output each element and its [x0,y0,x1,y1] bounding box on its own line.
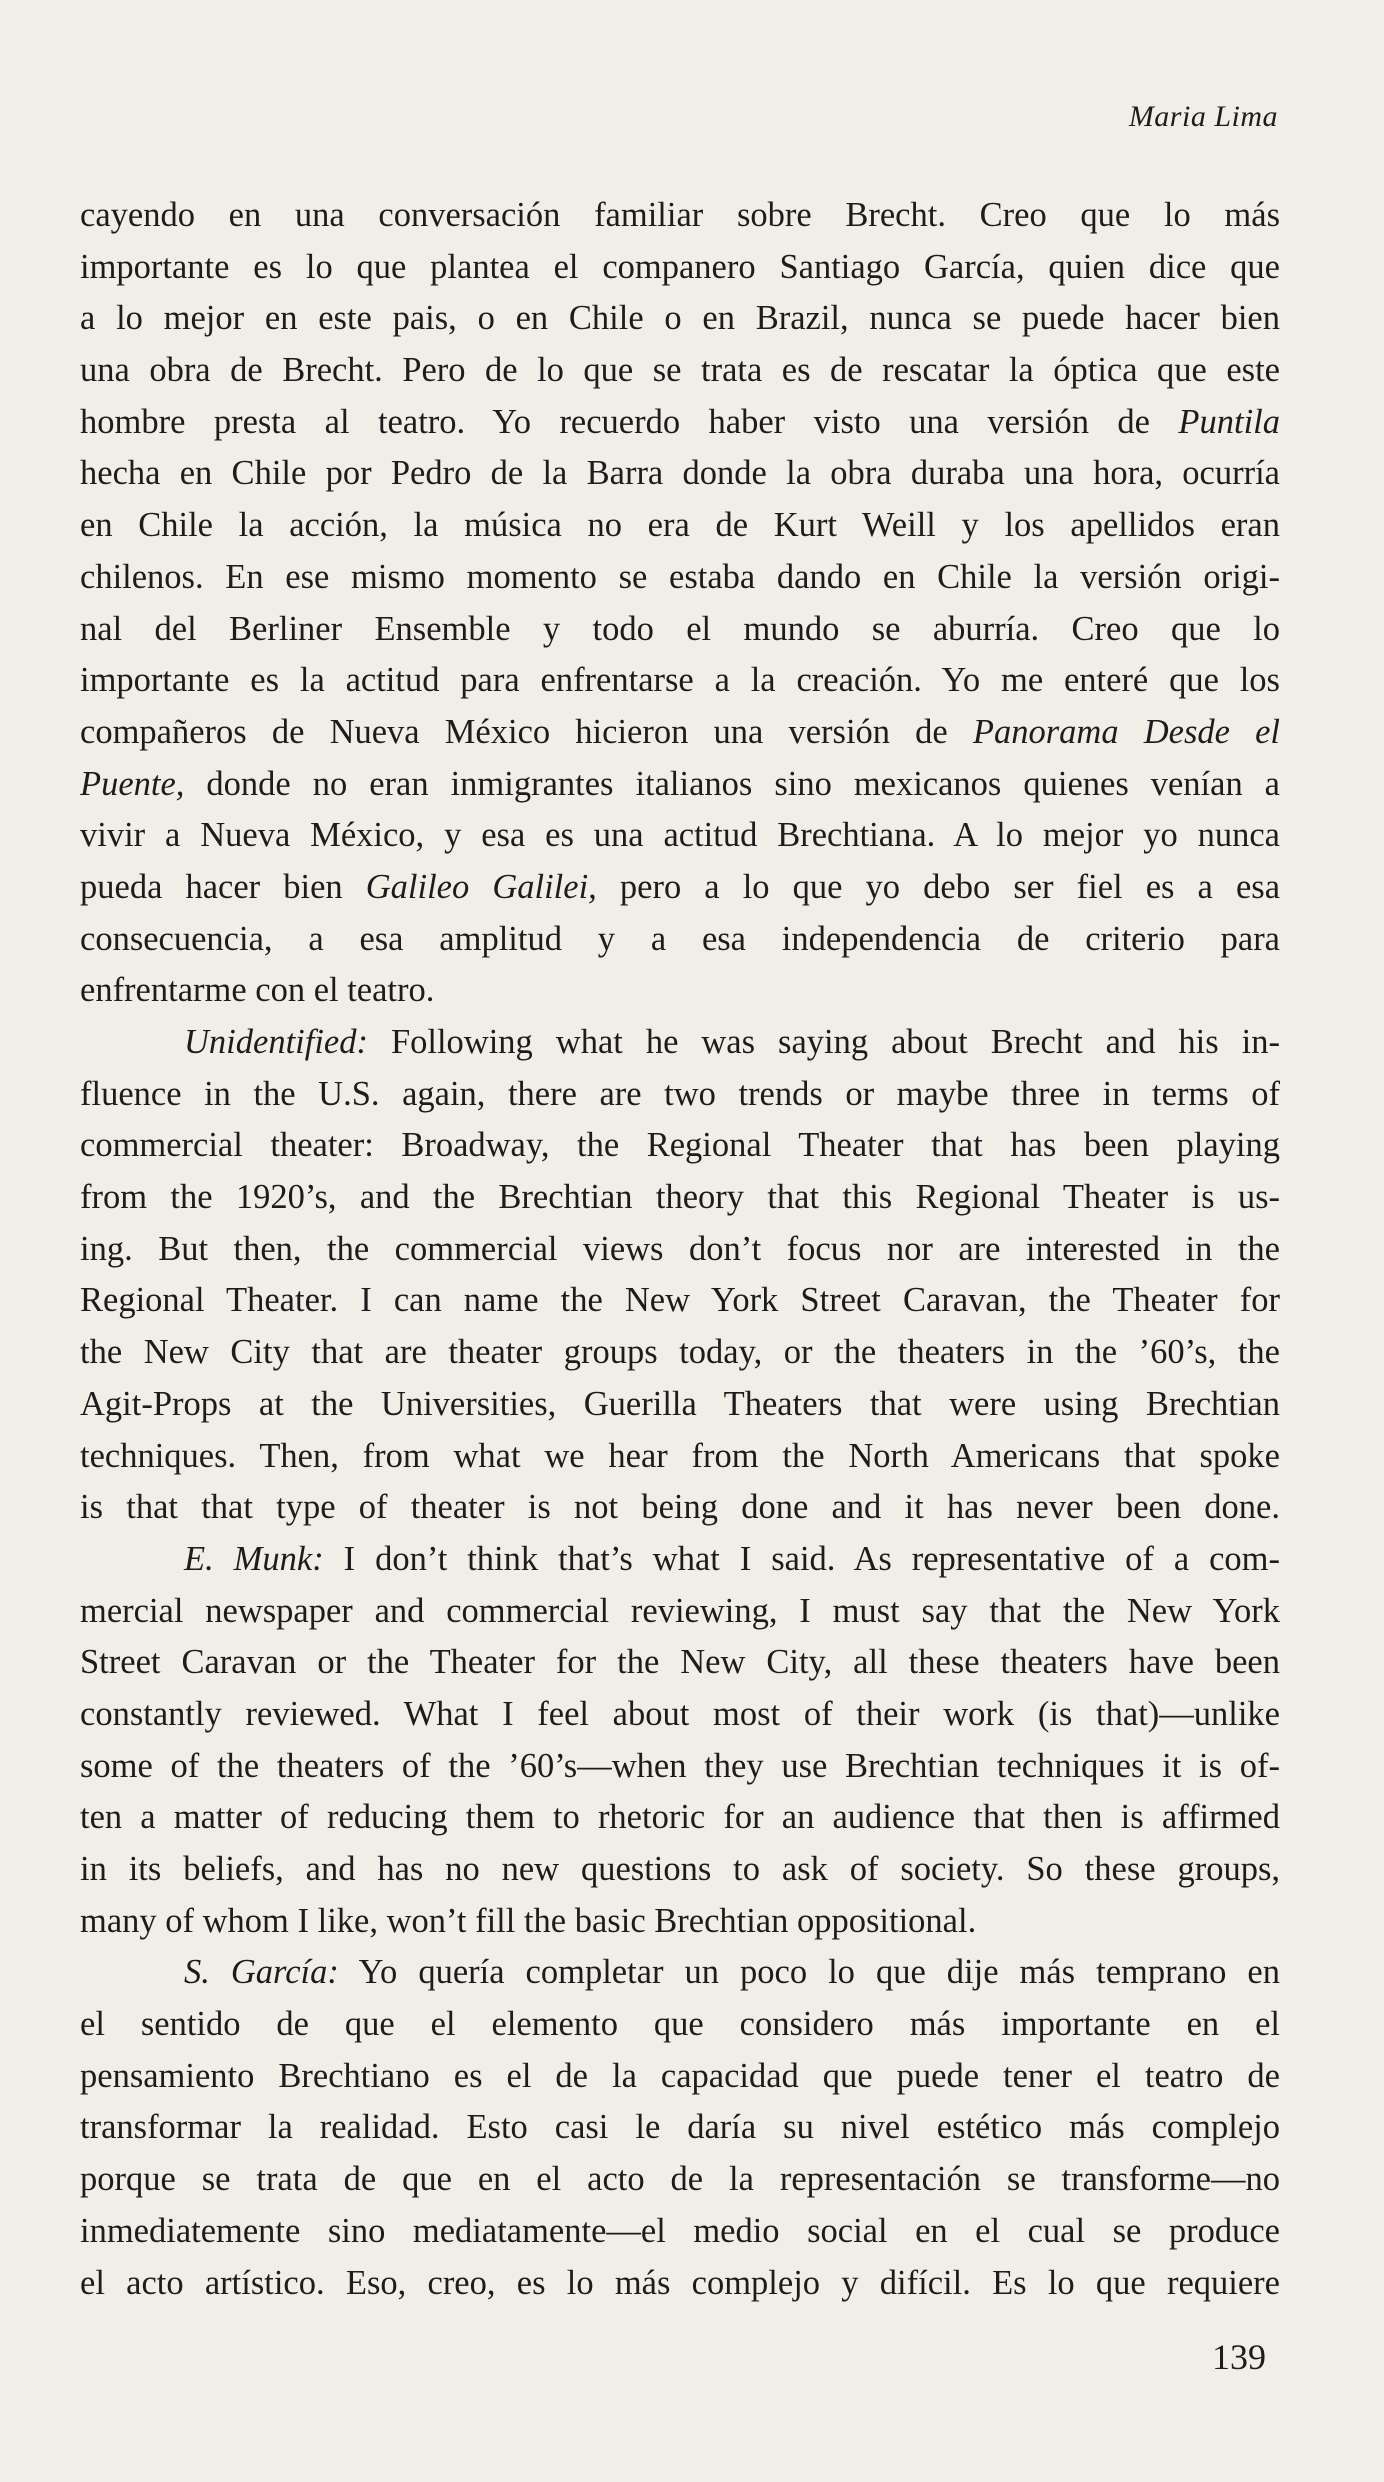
text-line: nal del Berliner Ensemble y todo el mundo se aburría. Creo que lo [80,609,1280,648]
speaker-name: E. Munk: [184,1539,324,1578]
text-line: compañeros de Nueva México hicieron una versión de Panorama Desde el [80,712,1280,751]
text-line: from the 1920’s, and the Brechtian theory that this Regional Theater is us- [80,1178,1280,1217]
running-header: Maria Lima [1128,100,1278,133]
text-line: some of the theaters of the ’60’s—when they use Brechtian techniques it is of- [80,1746,1280,1785]
text-line: el sentido de que el elemento que considero más importante en el [80,2005,1280,2044]
text-line: the New City that are theater groups today, or the theaters in the ’60’s, the [80,1333,1280,1372]
text-line: is that that type of theater is not being done and it has never been done. [80,1488,1280,1527]
title-italic: Panorama Desde el [972,712,1280,751]
text-line: Unidentified: Following what he was saying about Brecht and his in- [184,1023,1280,1061]
text-line: importante es la actitud para enfrentarse a la creación. Yo me enteré que los [80,661,1280,700]
text-line: consecuencia, a esa amplitud y a esa independencia de criterio para [80,919,1280,958]
text-line: porque se trata de que en el acto de la representación se transforme—no [80,2160,1280,2199]
text-line: E. Munk: I don’t think that’s what I said. As representative of a com- [184,1539,1280,1578]
text-line: Regional Theater. I can name the New York Street Caravan, the Theater for [80,1281,1280,1320]
page-number: 139 [1212,2337,1266,2377]
text-line: Street Caravan or the Theater for the New City, all these theaters have been [80,1643,1280,1682]
title-italic: Puntila [1178,402,1280,441]
text-line: chilenos. En ese mismo momento se estaba dando en Chile la versión origi- [80,557,1280,596]
text-line: hombre presta al teatro. Yo recuerdo haber visto una versión de Puntila [80,402,1280,441]
text-line: vivir a Nueva México, y esa es una actitud Brechtiana. A lo mejor yo nunca [80,816,1280,855]
text-line: ten a matter of reducing them to rhetoric for an audience that then is affirmed [80,1798,1280,1837]
text-line: mercial newspaper and commercial reviewing, I must say that the New York [80,1591,1280,1630]
text-line: Puente, donde no eran inmigrantes italianos sino mexicanos quienes venían a [80,764,1280,803]
text-line: cayendo en una conversación familiar sobre Brecht. Creo que lo más [80,196,1280,234]
title-italic: Galileo Galilei, [365,867,597,906]
text-line: ing. But then, the commercial views don’t focus nor are interested in the [80,1229,1280,1268]
text-line: transformar la realidad. Esto casi le daría su nivel estético más complejo [80,2108,1280,2147]
text-line: in its beliefs, and has no new questions to ask of society. So these groups, [80,1850,1280,1888]
text-line: en Chile la acción, la música no era de Kurt Weill y los apellidos eran [80,506,1280,545]
text-line: a lo mejor en este pais, o en Chile o en Brazil, nunca se puede hacer bien [80,299,1280,338]
text-line: una obra de Brecht. Pero de lo que se trata es de rescatar la óptica que este [80,351,1280,390]
speaker-name: Unidentified: [184,1023,368,1061]
text-line: S. García: Yo quería completar un poco lo que dije más temprano en [184,1953,1280,1992]
text-line: fluence in the U.S. again, there are two trends or maybe three in terms of [80,1074,1280,1113]
text-line: hecha en Chile por Pedro de la Barra donde la obra duraba una hora, ocurría [80,454,1280,493]
text-line: techniques. Then, from what we hear from the North Americans that spoke [80,1436,1280,1475]
text-line: pensamiento Brechtiano es el de la capacidad que puede tener el teatro de [80,2056,1280,2095]
text-line: importante es lo que plantea el companero Santiago García, quien dice que [80,247,1280,286]
text-line: Agit-Props at the Universities, Guerilla Theaters that were using Brechtian [80,1384,1280,1423]
title-italic: Puente, [80,764,185,803]
text-line: constantly reviewed. What I feel about most of their work (is that)—unlike [80,1694,1280,1733]
speaker-name: S. García: [184,1953,339,1992]
body-text [80,190,1280,2309]
text-line: commercial theater: Broadway, the Regional Theater that has been playing [80,1126,1280,1165]
text-line: many of whom I like, won’t fill the basic Brechtian oppositional. [80,1901,977,1940]
text-line: inmediatemente sino mediatamente—el medio social en el cual se produce [80,2211,1280,2250]
text-line: el acto artístico. Eso, creo, es lo más complejo y difícil. Es lo que requiere [80,2263,1280,2302]
text-line: enfrentarme con el teatro. [80,971,435,1010]
text-line: pueda hacer bien Galileo Galilei, pero a lo que yo debo ser fiel es a esa [80,867,1280,906]
